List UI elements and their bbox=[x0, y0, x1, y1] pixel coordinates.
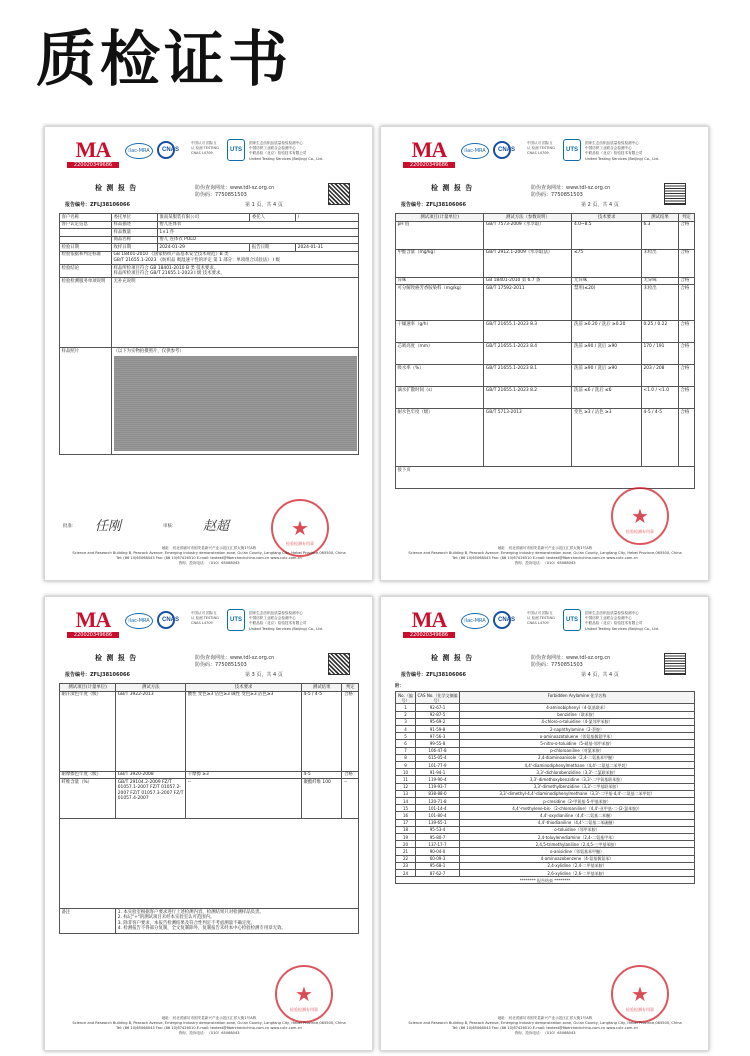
cnas-text: 中国认可 国际互认 检测 TESTING CNAS L4709 bbox=[527, 611, 555, 625]
page-number: 第 2 页，共 4 页 bbox=[581, 202, 619, 208]
qr-code bbox=[664, 183, 686, 205]
report-header bbox=[45, 597, 372, 649]
table-row: 22 60-09-3 4-aminoazobenzene（4-氨基偶氮苯） bbox=[396, 855, 695, 862]
cma-logo: MA 220020349686 bbox=[67, 139, 119, 168]
table-row: 4 91-59-8 2-naphthylamine（2-萘胺） bbox=[396, 726, 695, 733]
table-row: 9 101-77-9 4,4'-diaminodiphenylmethane（4,4'-二氨基二苯甲烷） bbox=[396, 762, 695, 769]
report-title: 检 测 报 告 bbox=[431, 654, 474, 662]
cnas-text: 中国认可 国际互认 检测 TESTING CNAS L4709 bbox=[191, 611, 219, 625]
table-row: 11 119-90-4 3,3'-dimethoxybenzidine（3,3'-二甲氧基联苯胺） bbox=[396, 776, 695, 783]
table-row: 1 92-67-1 4-aminobiphenyl（4-氨基联苯） bbox=[396, 704, 695, 711]
table-row: 18 95-53-4 o-toluidine（邻甲苯胺） bbox=[396, 826, 695, 833]
report-sheet-3 bbox=[44, 596, 373, 1051]
page-number: 第 1 页，共 4 页 bbox=[245, 202, 283, 208]
table-row: 10 91-94-1 3,3'-dichlorobenzidine（3,3'-二氯联苯胺） bbox=[396, 769, 695, 776]
report-footer: 地址：河北省廊坊市固安县新兴产业示范区汇祥大街1号A栋 Science and Research Building B, Peacock Avenue, Emerging industry demonstration zone, Gu'an County, Langfang City, Hebei Province,065500, China Tel: (86 10)65068043 Fax: (86 10)67426510 E-mail: textest@fibercheckchina.com.cn www.cutc.com.cn 咨询、投诉电话：（010）65068043 bbox=[408, 1016, 682, 1035]
sample-photo bbox=[114, 356, 357, 451]
report-number: 报告编号：ZFLJ38106066 bbox=[65, 202, 130, 208]
cma-logo: MA 220020349686 bbox=[67, 609, 119, 638]
uts-logo: UTS bbox=[227, 609, 245, 631]
table-row: 2 92-87-5 benzidine（联苯胺） bbox=[396, 711, 695, 718]
official-stamp: ★ 检验检测专用章 bbox=[271, 499, 329, 557]
report-title: 检 测 报 告 bbox=[95, 184, 138, 192]
uts-logo: UTS bbox=[227, 139, 245, 161]
qr-code bbox=[328, 183, 350, 205]
table-row: 12 119-93-7 3,3'-dimethylbenzidine（3,3'-二甲基联苯胺） bbox=[396, 783, 695, 790]
report-footer: 地址：河北省廊坊市固安县新兴产业示范区汇祥大街1号A栋 Science and Research Building B, Peacock Avenue, Emerging industry demonstration zone, Gu'an County, Langfang City, Hebei Province,065500, China Tel: (86 10)65068043 Fax: (86 10)67426510 E-mail: textest@fibercheckchina.com.cn www.cutc.com.cn 咨询、投诉电话：（010）65068043 bbox=[72, 546, 346, 565]
arylamine-table: No.（编号） CAS No.（化学文摘编号） Forbidden Arylamine 化学名称 1 92-67-1 4-aminobiphenyl（4-氨基联苯） 2 92-87-5 benzidine（联苯胺） 3 95-69-2 4-chloro-o-toluidine（4-氯邻甲苯胺） 4 91-59-8 2-naphthylamine（2-萘胺） 5 97-56-3 o-aminoazotoluene（邻氨基偶氮甲苯） 6 99-55-8 5-nitro-o-toluidine（5-硝基-邻甲苯胺） 7 106-47-8 p-chloroaniline（对氯苯胺） 8 615-05-4 2,4-diaminoanisole（2,4-二氨基苯甲醚） 9 101-77-9 4,4'-diaminodiphenylmethane（4,4'-二氨基二苯甲烷） 10 91-94-1 3,3'-dichlorobenzidine（3,3'-二氯联苯胺） 11 119-90-4 3,3'-dimethoxybenzidine（3,3'-二甲氧基联苯胺） 12 119-93-7 3,3'-dimethylbenzidine（3,3'-二甲基联苯胺） 13 838-88-0 3,3'-dimethyl-4,4'-diaminodiphenylmethane（3,3'-二甲基-4,4'-二氨基二苯甲烷） 14 120-71-8 p-cresidine（2-甲氧基-5-甲基苯胺） 15 101-14-4 4,4'-methylene-bis-（2-chloroaniline）（4,4'-亚甲基-二-(2-氯苯胺)） 16 101-80-4 4,4'-oxydianiline（4,4'-二氨基二苯醚） 17 139-65-1 4,4'-thiodianiline（4,4'-二氨基二苯硫醚） 18 95-53-4 o-toluidine（邻甲苯胺） 19 95-80-7 2,4-toluylenediamine（2,4-二氨基甲苯） 20 137-17-7 2,4,5-trimethylaniline（2,4,5-三甲基苯胺） 21 90-04-0 o-anisidine（邻氨基苯甲醚） 22 60-09-3 4-aminoazobenzene（4-氨基偶氮苯） 23 95-68-1 2,4-xylidine（2,4-二甲基苯胺） 24 87-62-7 2,6-xylidine（2,6-二甲基苯胺） ******** 报告结束 ******** bbox=[395, 691, 695, 884]
cnas-text: 中国认可 国际互认 检测 TESTING CNAS L4709 bbox=[191, 141, 219, 155]
official-stamp: ★ 检验检测专用章 bbox=[275, 965, 333, 1023]
table-row: 21 90-04-0 o-anisidine（邻氨基苯甲醚） bbox=[396, 848, 695, 855]
table-row: 15 101-14-4 4,4'-methylene-bis-（2-chloroaniline）（4,4'-亚甲基-二-(2-氯苯胺)） bbox=[396, 805, 695, 812]
signature-approver: 任刚 bbox=[95, 519, 122, 534]
table-row: 5 97-56-3 o-aminoazotoluene（邻氨基偶氮甲苯） bbox=[396, 733, 695, 740]
signature-reviewer: 赵超 bbox=[203, 519, 230, 534]
report-footer: 地址：河北省廊坊市固安县新兴产业示范区汇祥大街1号A栋 Science and Research Building B, Peacock Avenue, Emerging industry demonstration zone, Gu'an County, Langfang City, Hebei Province,065500, China Tel: (86 10)65068043 Fax: (86 10)67426510 E-mail: textest@fibercheckchina.com.cn www.cutc.com.cn 咨询、投诉电话：（010）65068043 bbox=[408, 546, 682, 565]
verify-info: 防伪查询网址：www.tdl-sz.org.cn 防伪码：7750851503 bbox=[531, 185, 611, 198]
report-sheet-1: MA 220020349686 ilac-MRA CNAS 中国认可 国际互认 检测 TESTING CNAS L4709 UTS 国家生态纺织品质量检验检测中心 中国纺织工业联合会检测中心 中联品检（北京）检验技术有限公司 United Testing Services (Beijing) Co., Ltd. 检 测 报 告 报告编号：ZFLJ38106066 防伪查询网址：www.tdl-sz.org.cn 防伪码：7750851503 第 1 页，共 4 页 客户名称 委托单位 淮南某服装有限公司 委托人 / 客户认定信息 样品描述 婴儿连体衣 样品数量 1×1 件 商品名称 婴儿 连体衣 POLO 检验日期 收样日期 2024-01-29 报告日期 2024-01-31 检验依据和判定标准 GB 18401-2010 《国家纺织产品基本安全技术规范》B 类 GB/T 21655.1-2023 《纺织品 吸湿速干性的评定 第 1 部分：单项组合试验法》 I 级 检验结论 样品所检项目符合 GB 18401-2010 B 类 技术要求。 样品所检项目符合 GB/T 21655.1-2023 I 级 技术要求。 检验检测服务单项说明 无补充说明 样品照片 （以下为实物拍摄照片，仅供参考） 批准： 任刚 审核： 赵超 ★ 检验检测专用章 地址：河北省廊坊市固安县新兴产业示范区汇祥大街1号A栋 Science and Research Building B, Peacock Avenue, Emerging industry demonstration zone, Gu'an County, Langfang City, Hebei Province,065500, China Tel: (86 10)65068043 Fax: (86 10)67426510 E-mail: textest@fibercheckchina.com.cn www.cutc.com.cn 咨询、投诉电话：（010）65068043 bbox=[44, 126, 373, 581]
report-sheet-2 bbox=[380, 126, 709, 581]
cnas-logo: CNAS bbox=[493, 141, 523, 161]
table-row: 16 101-80-4 4,4'-oxydianiline（4,4'-二氨基二苯醚） bbox=[396, 812, 695, 819]
report-header bbox=[381, 597, 708, 649]
report-sheet-4: MA 220020349686 ilac-MRA CNAS 中国认可 国际互认 检测 TESTING CNAS L4709 UTS 国家生态纺织品质量检验检测中心 中国纺织工业联合会检测中心 中联品检（北京）检验技术有限公司 United Testing Services (Beijing) Co., Ltd. 检 测 报 告 报告编号：ZFLJ38106066 防伪查询网址：www.tdl-sz.org.cn 防伪码：7750851503 第 4 页，共 4 页 附： No.（编号） CAS No.（化学文摘编号） Forbidden Arylamine 化学名称 1 92-67-1 4-aminobiphenyl（4-氨基联苯） 2 92-87-5 benzidine（联苯胺） 3 95-69-2 4-chloro-o-toluidine（4-氯邻甲苯胺） 4 91-59-8 2-naphthylamine（2-萘胺） 5 97-56-3 o-aminoazotoluene（邻氨基偶氮甲苯） 6 99-55-8 5-nitro-o-toluidine（5-硝基-邻甲苯胺） 7 106-47-8 p-chloroaniline（对氯苯胺） 8 615-05-4 2,4-diaminoanisole（2,4-二氨基苯甲醚） 9 101-77-9 4,4'-diaminodiphenylmethane（4,4'-二氨基二苯甲烷） 10 91-94-1 3,3'-dichlorobenzidine（3,3'-二氯联苯胺） 11 119-90-4 3,3'-dimethoxybenzidine（3,3'-二甲氧基联苯胺） 12 119-93-7 3,3'-dimethylbenzidine（3,3'-二甲基联苯胺） 13 838-88-0 3,3'-dimethyl-4,4'-diaminodiphenylmethane（3,3'-二甲基-4,4'-二氨基二苯甲烷） 14 120-71-8 p-cresidine（2-甲氧基-5-甲基苯胺） 15 101-14-4 4,4'-methylene-bis-（2-chloroaniline）（4,4'-亚甲基-二-(2-氯苯胺)） 16 101-80-4 4,4'-oxydianiline（4,4'-二氨基二苯醚） 17 139-65-1 4,4'-thiodianiline（4,4'-二氨基二苯硫醚） 18 95-53-4 o-toluidine（邻甲苯胺） 19 95-80-7 2,4-toluylenediamine（2,4-二氨基甲苯） 20 137-17-7 2,4,5-trimethylaniline（2,4,5-三甲基苯胺） 21 90-04-0 o-anisidine（邻氨基苯甲醚） 22 60-09-3 4-aminoazobenzene（4-氨基偶氮苯） 23 95-68-1 2,4-xylidine（2,4-二甲基苯胺） 24 87-62-7 2,6-xylidine（2,6-二甲基苯胺） ******** 报告结束 ******** ★ 检验检测专用章 地址：河北省廊坊市固安县新兴产业示范区汇祥大街1号A栋 Science and Research Building B, Peacock Avenue, Emerging industry demonstration zone, Gu'an County, Langfang City, Hebei Province,065500, China Tel: (86 10)65068043 Fax: (86 10)67426510 E-mail: textest@fibercheckchina.com.cn www.cutc.com.cn 咨询、投诉电话：（010）65068043 bbox=[380, 596, 709, 1051]
table-row: 13 838-88-0 3,3'-dimethyl-4,4'-diaminodiphenylmethane（3,3'-二甲基-4,4'-二氨基二苯甲烷） bbox=[396, 790, 695, 797]
qr-code bbox=[328, 653, 350, 675]
qr-code bbox=[664, 653, 686, 675]
verify-info: 防伪查询网址：www.tdl-sz.org.cn 防伪码：7750851503 bbox=[195, 655, 275, 668]
page-number: 第 3 页，共 4 页 bbox=[245, 672, 283, 678]
org-names: 国家生态纺织品质量检验检测中心 中国纺织工业联合会检测中心 中联品检（北京）检验技术有限公司 United Testing Services (Beijing) Co., Ltd. bbox=[249, 141, 324, 161]
report-end: ******** 报告结束 ******** bbox=[396, 877, 695, 884]
report-number: 报告编号：ZFLJ38106066 bbox=[401, 202, 466, 208]
org-names: 国家生态纺织品质量检验检测中心 中国纺织工业联合会检测中心 中联品检（北京）检验技术有限公司 United Testing Services (Beijing) Co., Ltd. bbox=[585, 141, 660, 161]
report-number: 报告编号：ZFLJ38106066 bbox=[401, 672, 466, 678]
official-stamp: ★ 检验检测专用章 bbox=[611, 487, 669, 545]
report-footer: 地址：河北省廊坊市固安县新兴产业示范区汇祥大街1号A栋 Science and Research Building B, Peacock Avenue, Emerging industry demonstration zone, Gu'an County, Langfang City, Hebei Province,065500, China Tel: (86 10)65068043 Fax: (86 10)67426510 E-mail: textest@fibercheckchina.com.cn www.cutc.com.cn 咨询、投诉电话：（010）65068043 bbox=[72, 1016, 346, 1035]
table-row: 24 87-62-7 2,6-xylidine（2,6-二甲基苯胺） bbox=[396, 870, 695, 877]
cnas-text: 中国认可 国际互认 检测 TESTING CNAS L4709 bbox=[527, 141, 555, 155]
report-header bbox=[45, 127, 372, 179]
cma-logo: MA 220020349686 bbox=[403, 139, 455, 168]
report-table: 客户名称 委托单位 淮南某服装有限公司 委托人 / 客户认定信息 样品描述 婴儿连体衣 样品数量 1×1 件 商品名称 婴儿 连体衣 POLO 检验日期 收样日期 2024-01-29 报告日期 2024-01-31 检验依据和判定标准 GB 18401-2010 《国家纺织产品基本安全技术规范》B 类 GB/T 21655.1-2023 《纺织品 吸湿速干性的评定 第 1 部分：单项组合试验法》 I 级 检验结论 样品所检项目符合 GB 18401-2010 B 类 技术要求。 样品所检项目符合 GB/T 21655.1-2023 I 级 技术要求。 检验检测服务单项说明 无补充说明 样品照片 （以下为实物拍摄照片，仅供参考） bbox=[59, 213, 359, 455]
table-row: 8 615-05-4 2,4-diaminoanisole（2,4-二氨基苯甲醚） bbox=[396, 754, 695, 761]
table-row: 23 95-68-1 2,4-xylidine（2,4-二甲基苯胺） bbox=[396, 862, 695, 869]
table-row: 17 139-65-1 4,4'-thiodianiline（4,4'-二氨基二苯硫醚） bbox=[396, 819, 695, 826]
official-stamp: ★ 检验检测专用章 bbox=[611, 965, 669, 1023]
results-table: 测试项目(计量单位) 测试方法（参数说明） 技术要求 测试结果 判定 pH 值 GB/T 7573-2009（水萃取） 4.0~8.5 6.3 合格 甲醛含量（mg/kg） GB/T 2912.1-2009（水萃取法） ≤75 未检出 合格 异味 GB 18401-2010 第 6.7 条 无异味 无异味 合格 可分解致癌芳香胺染料（mg/kg） GB/T 17592-2011 禁用(≤20) 未检出 合格 干燥速率（g/h） GB/T 21655.1-2023 8.3 洗前 ≥0.20 / 洗后 ≥0.20 0.25 / 0.22 合格 芯吸高度（mm） GB/T 21655.1-2023 8.4 洗前 ≥90 / 洗后 ≥90 170 / 191 合格 吸水率（%） GB/T 21655.1-2023 8.1 洗前 ≥90 / 洗后 ≥90 203 / 208 合格 滴水扩散时间（s） GB/T 21655.1-2023 8.2 洗前 ≤6 / 洗后 ≤6 <1.0 / <1.0 合格 耐水色牢度（级） GB/T 5713-2013 变色 ≥3 / 沾色 ≥3 4-5 / 4-5 合格 接下页 bbox=[395, 213, 695, 489]
ilac-logo: ilac-MRA bbox=[125, 143, 153, 159]
uts-logo: UTS bbox=[563, 139, 581, 161]
org-names: 国家生态纺织品质量检验检测中心 中国纺织工业联合会检测中心 中联品检（北京）检验技术有限公司 United Testing Services (Beijing) Co., Ltd. bbox=[249, 611, 324, 631]
results-table: 测试项目(计量单位) 测试方法 技术要求 测试结果 判定 耐汗渍色牢度（级） GB/T 3922-2013 酸性 变色≥3 沾色≥3 碱性 变色≥3 沾色≥3 4-5 / 4-5 合格 耐摩擦色牢度（级） GB/T 3920-2008 干摩擦 ≥3 4-5 合格 纤维含量（%） GB/T 29104.2-2009 FZ/T 01057.1-2007 FZ/T 01057.2-2007 FZ/T 01057.3-2007 FZ/T 01057.4-2007 -- 聚酯纤维 100 -- 备注 1. 本实验室根据客户要求进行上述检测内容，检测结果只对检测样品负责。 2. 标记"+"的测试项目未经本实验室认可范围内。 3. 除非客户要求，本报告检测结果及符合性判定不考虑测量不确定度。 4. 检测报告不得部分复制，全文复制除外，复制报告未经本中心检验检测专用章无效。 bbox=[59, 683, 359, 934]
org-names: 国家生态纺织品质量检验检测中心 中国纺织工业联合会检测中心 中联品检（北京）检验技术有限公司 United Testing Services (Beijing) Co., Ltd. bbox=[585, 611, 660, 631]
cma-logo: MA 220020349686 bbox=[403, 609, 455, 638]
page-number: 第 4 页，共 4 页 bbox=[581, 672, 619, 678]
cnas-logo: CNAS bbox=[157, 141, 187, 161]
cnas-logo: CNAS bbox=[493, 611, 523, 631]
report-title: 检 测 报 告 bbox=[95, 654, 138, 662]
table-row: 14 120-71-8 p-cresidine（2-甲氧基-5-甲基苯胺） bbox=[396, 798, 695, 805]
report-title: 检 测 报 告 bbox=[431, 184, 474, 192]
ilac-logo: ilac-MRA bbox=[461, 613, 489, 629]
table-row: 19 95-80-7 2,4-toluylenediamine（2,4-二氨基甲苯） bbox=[396, 834, 695, 841]
report-header bbox=[381, 127, 708, 179]
ilac-logo: ilac-MRA bbox=[125, 613, 153, 629]
page-heading: 质检证书 bbox=[36, 25, 292, 95]
verify-info: 防伪查询网址：www.tdl-sz.org.cn 防伪码：7750851503 bbox=[195, 185, 275, 198]
ilac-logo: ilac-MRA bbox=[461, 143, 489, 159]
uts-logo: UTS bbox=[563, 609, 581, 631]
report-number: 报告编号：ZFLJ38106066 bbox=[65, 672, 130, 678]
table-row: 7 106-47-8 p-chloroaniline（对氯苯胺） bbox=[396, 747, 695, 754]
verify-info: 防伪查询网址：www.tdl-sz.org.cn 防伪码：7750851503 bbox=[531, 655, 611, 668]
cnas-logo: CNAS bbox=[157, 611, 187, 631]
table-row: 20 137-17-7 2,4,5-trimethylaniline（2,4,5-三甲基苯胺） bbox=[396, 841, 695, 848]
table-row: 3 95-69-2 4-chloro-o-toluidine（4-氯邻甲苯胺） bbox=[396, 718, 695, 725]
table-row: 6 99-55-8 5-nitro-o-toluidine（5-硝基-邻甲苯胺） bbox=[396, 740, 695, 747]
